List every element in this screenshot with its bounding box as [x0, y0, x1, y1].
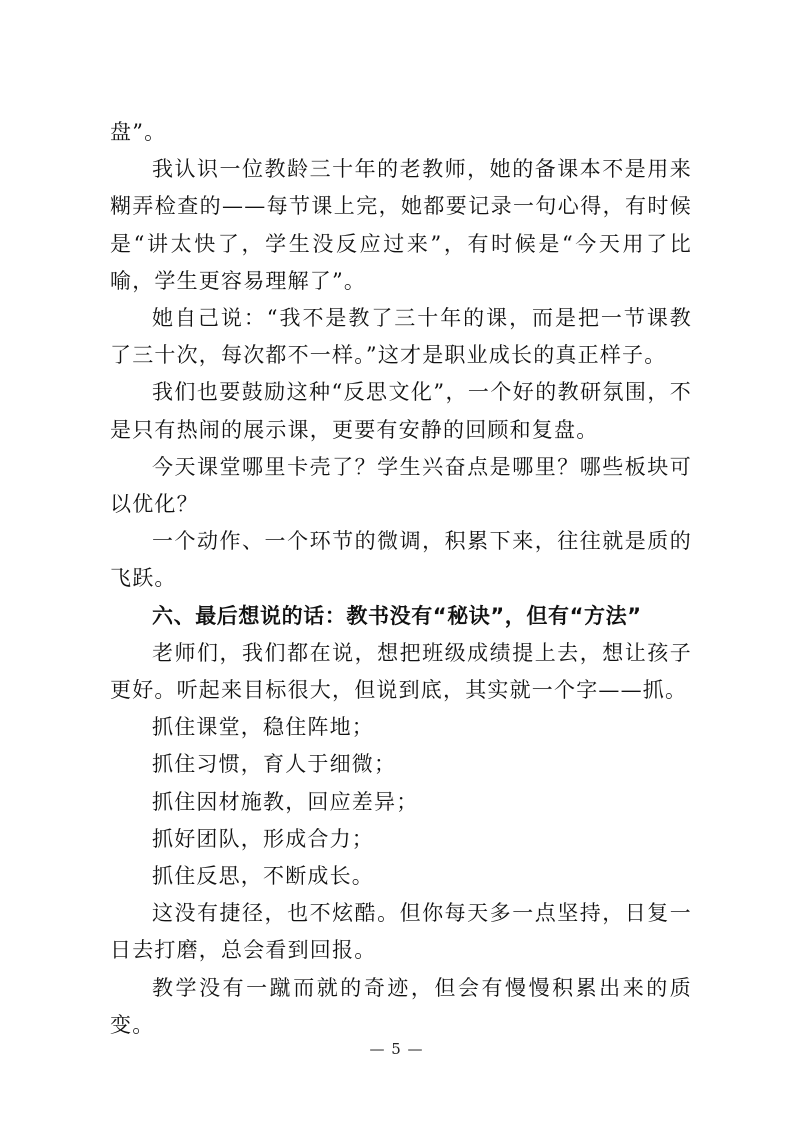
list-item: 抓住习惯，育人于细微； — [152, 752, 397, 777]
paragraph: 教学没有一蹴而就的奇迹，但会有慢慢积累出来的质变。 — [110, 975, 692, 1037]
page-number: — 5 — — [369, 1040, 424, 1058]
paragraph: 今天课堂哪里卡壳了？学生兴奋点是哪里？哪些板块可以优化？ — [110, 454, 692, 517]
paragraph: 这没有捷径，也不炫酷。但你每天多一点坚持，日复一日去打磨，总会看到回报。 — [110, 901, 692, 963]
document-body — [110, 114, 692, 1044]
list-item: 抓住因材施教，回应差异； — [152, 789, 419, 814]
paragraph: 一个动作、一个环节的微调，积累下来，往往就是质的飞跃。 — [110, 529, 692, 591]
paragraph: 我们也要鼓励这种“反思文化”，一个好的教研氛围，不是只有热闹的展示课，更要有安静的回顾和复盘。 — [110, 380, 692, 442]
paragraph-continuation: 盘”。 — [110, 120, 167, 144]
section-heading: 六、最后想说的话：教书没有“秘诀”，但有“方法” — [152, 603, 642, 628]
list-item: 抓住反思，不断成长。 — [152, 864, 374, 889]
list-item: 抓好团队，形成合力； — [152, 826, 374, 851]
list-item: 抓住课堂，稳住阵地； — [152, 715, 374, 740]
paragraph: 她自己说：“我不是教了三十年的课，而是把一节课教了三十次，每次都不一样。”这才是职业成长的真正样子。 — [110, 306, 692, 368]
paragraph: 老师们，我们都在说，想把班级成绩提上去，想让孩子更好。听起来目标很大，但说到底，其实就一个字——抓。 — [110, 640, 692, 703]
paragraph: 我认识一位教龄三十年的老教师，她的备课本不是用来糊弄检查的——每节课上完，她都要记录一句心得，有时候是“讲太快了，学生没反应过来”，有时候是“今天用了比喻，学生更容易理解了”。 — [110, 157, 692, 293]
